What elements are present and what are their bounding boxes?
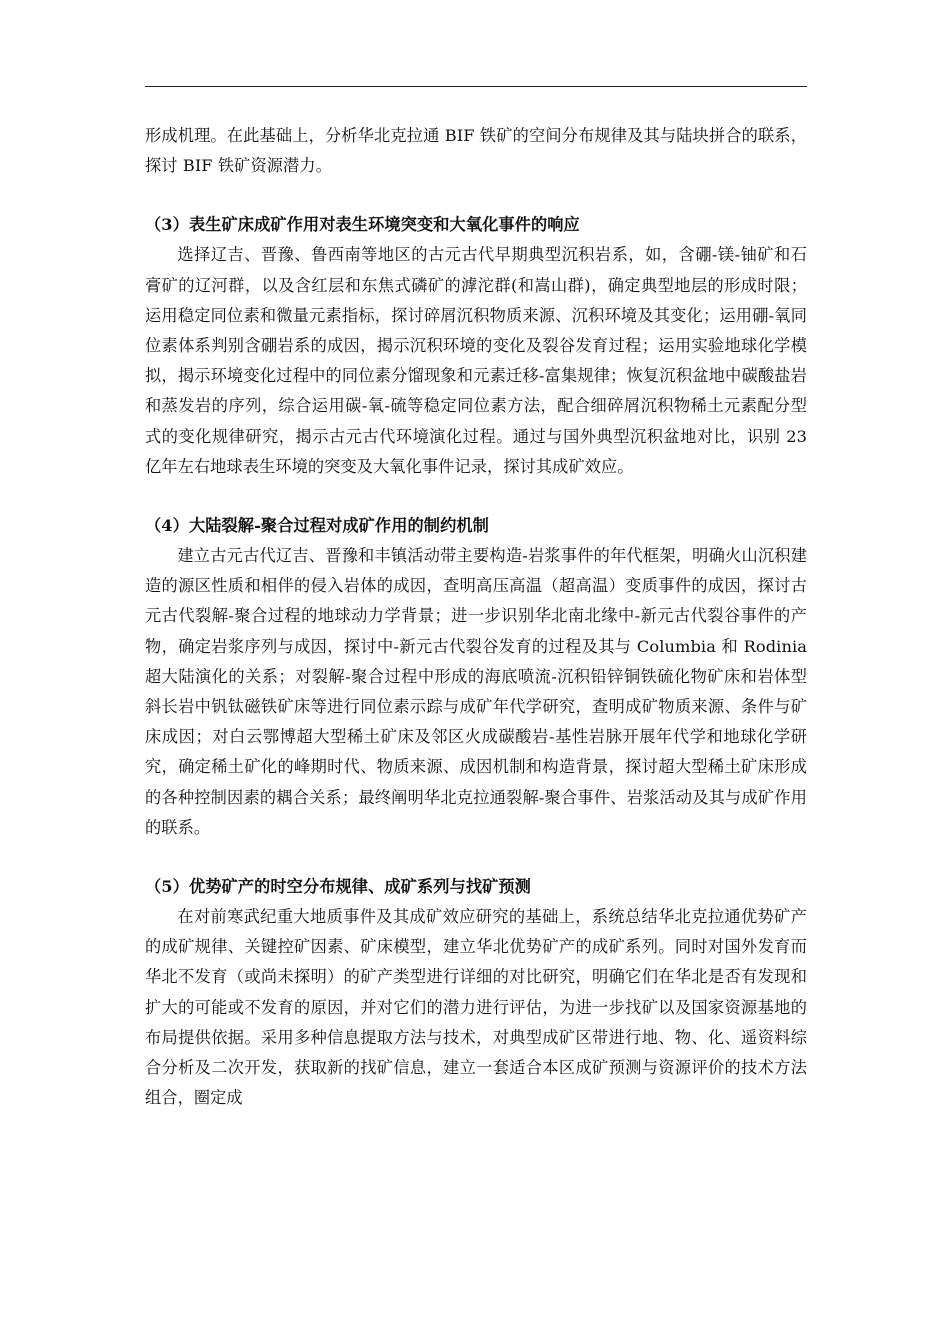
section-heading-3: （3）表生矿床成矿作用对表生环境突变和大氧化事件的响应 [145,215,580,235]
section-heading-4: （4）大陆裂解-聚合过程对成矿作用的制约机制 [145,516,489,536]
section-body-5: 在对前寒武纪重大地质事件及其成矿效应研究的基础上，系统总结华北克拉通优势矿产的成矿规律、关键控矿因素、矿床模型，建立华北优势矿产的成矿系列。同时对国外发育而华北不发育（或尚未探明）的矿产类型进行详细的对比研究，明确它们在华北是否有发现和扩大的可能或不发育的原因，并对它们的潜力进行评估，为进一步找矿以及国家资源基地的布局提供依据。采用多种信息提取方法与技术，对典型成矿区带进行地、物、化、遥资料综合分析及二次开发，获取新的找矿信息，建立一套适合本区成矿预测与资源评价的技术方法组合，圈定成 [145,907,807,1108]
intro-paragraph: 形成机理。在此基础上，分析华北克拉通 BIF 铁矿的空间分布规律及其与陆块拼合的联系，探讨 BIF 铁矿资源潜力。 [145,126,807,176]
document-page [145,0,807,1344]
section-body-3: 选择辽吉、晋豫、鲁西南等地区的古元古代早期典型沉积岩系，如，含硼-镁-铀矿和石膏矿的辽河群，以及含红层和东焦式磷矿的滹沱群(和嵩山群)，确定典型地层的形成时限；运用稳定同位素和微量元素指标，探讨碎屑沉积物质来源、沉积环境及其变化；运用硼-氧同位素体系判别含硼岩系的成因，揭示沉积环境的变化及裂谷发育过程；运用实验地球化学模拟，揭示环境变化过程中的同位素分馏现象和元素迁移-富集规律；恢复沉积盆地中碳酸盐岩和蒸发岩的序列，综合运用碳-氧-硫等稳定同位素方法，配合细碎屑沉积物稀土元素配分型式的变化规律研究，揭示古元古代环境演化过程。通过与国外典型沉积盆地对比，识别 23 亿年左右地球表生环境的突变及大氧化事件记录，探讨其成矿效应。 [145,245,807,476]
section-heading-5: （5）优势矿产的时空分布规律、成矿系列与找矿预测 [145,877,531,897]
document-body [145,121,807,1113]
header-rule [145,86,807,87]
section-body-4: 建立古元古代辽吉、晋豫和丰镇活动带主要构造-岩浆事件的年代框架，明确火山沉积建造的源区性质和相伴的侵入岩体的成因，查明高压高温（超高温）变质事件的成因，探讨古元古代裂解-聚合过程的地球动力学背景；进一步识别华北南北缘中-新元古代裂谷事件的产物，确定岩浆序列与成因，探讨中-新元古代裂谷发育的过程及其与 Columbia 和 Rodinia 超大陆演化的关系；对裂解-聚合过程中形成的海底喷流-沉积铅锌铜铁硫化物矿床和岩体型斜长岩中钒钛磁铁矿床等进行同位素示踪与成矿年代学研究，查明成矿物质来源、条件与矿床成因；对白云鄂博超大型稀土矿床及邻区火成碳酸岩-基性岩脉开展年代学和地球化学研究，确定稀土矿化的峰期时代、物质来源、成因机制和构造背景，探讨超大型稀土矿床形成的各种控制因素的耦合关系；最终阐明华北克拉通裂解-聚合事件、岩浆活动及其与成矿作用的联系。 [145,546,807,837]
